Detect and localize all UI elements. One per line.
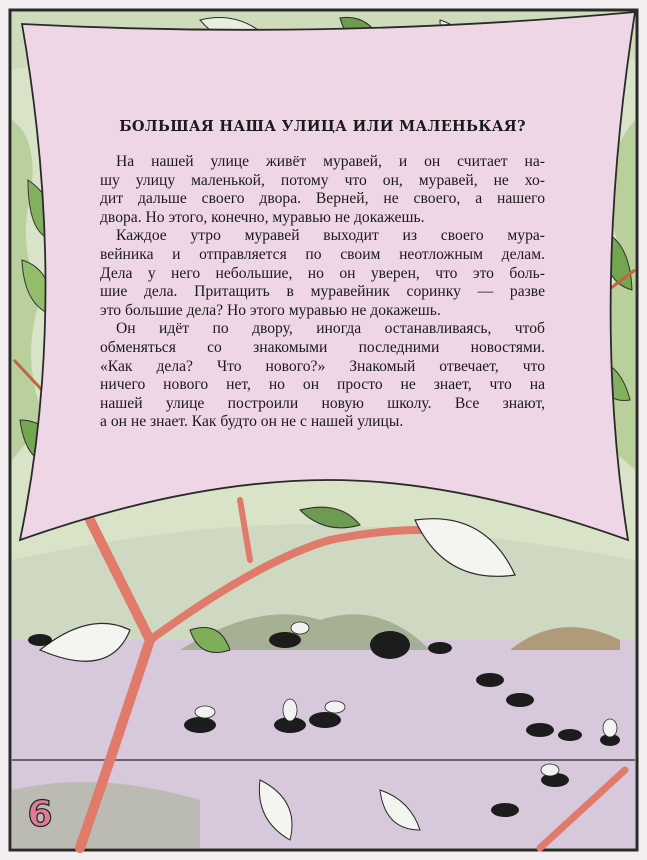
text-line: дит дальше своего двора. Верней, не своего, а нашего: [100, 190, 545, 208]
text-line: ничего нового нет, но он просто не знает, что на: [100, 376, 545, 394]
page-heading: БОЛЬШАЯ НАША УЛИЦА ИЛИ МАЛЕНЬКАЯ?: [119, 118, 526, 135]
text-line: шие дела. Притащить в муравейник соринку — разве: [100, 283, 545, 301]
text-line: нашей улице построили новую школу. Все знают,: [100, 394, 545, 412]
text-line: шу улицу маленькой, потому что он, муравей, не хо-: [100, 171, 545, 189]
paragraph-1: [100, 153, 545, 227]
paragraph-2: [100, 227, 545, 320]
text-line: «Как дела? Что нового?» Знакомый отвечает, что: [100, 357, 545, 375]
page-number: 6: [27, 793, 53, 835]
text-line: обменяться со знакомыми последними новостями.: [100, 338, 545, 356]
text-line: Дела у него небольшие, но он уверен, что это боль-: [100, 264, 545, 282]
text-line: Каждое утро муравей выходит из своего мура-: [116, 227, 545, 245]
paragraph-3: [100, 320, 545, 432]
text-line: а он не знает. Как будто он не с нашей улицы.: [100, 413, 404, 431]
text-line: вейника и отправляется по своим неотложным делам.: [100, 245, 545, 263]
text-line: Он идёт по двору, иногда останавливаясь, чтоб: [116, 320, 545, 338]
ground-scene: [12, 524, 635, 848]
text-line: это большие дела? Но этого муравью не докажешь.: [100, 301, 441, 319]
text-line: На нашей улице живёт муравей, и он считает на-: [116, 153, 545, 170]
text-line: двора. Но этого, конечно, муравью не докажешь.: [100, 208, 425, 226]
text-panel: [100, 118, 545, 432]
